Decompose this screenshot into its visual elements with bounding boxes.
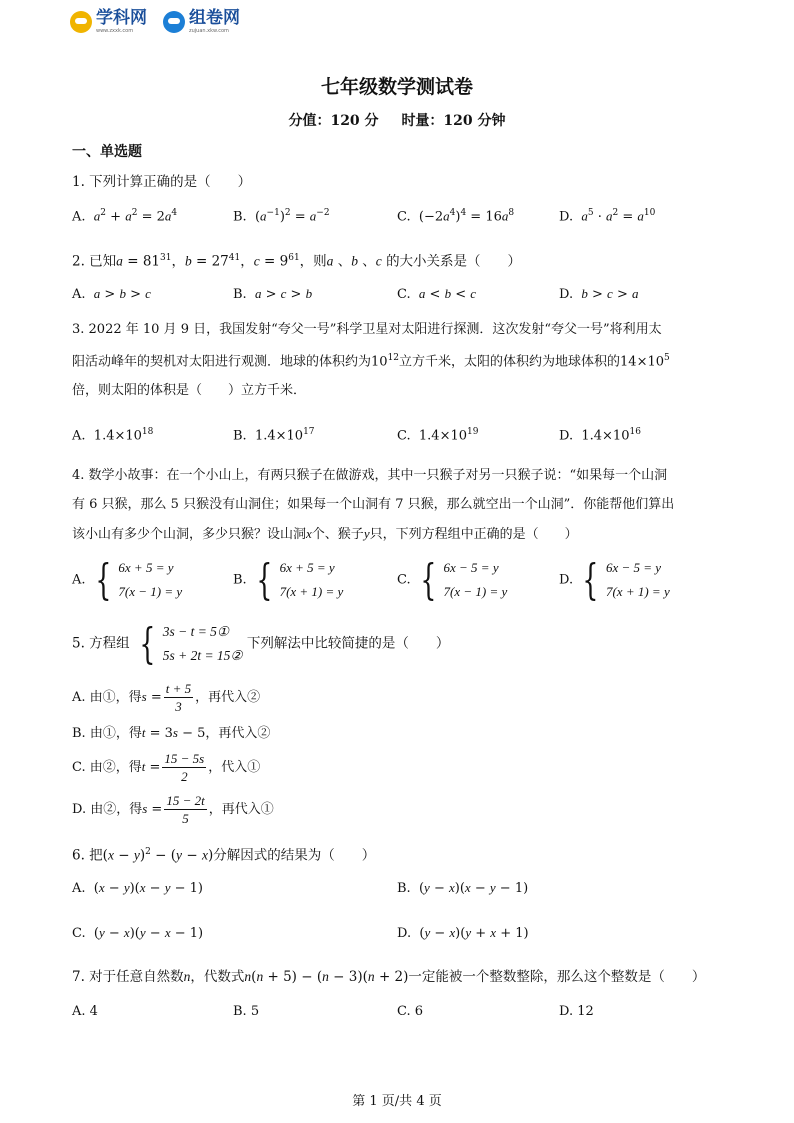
question-7: 7. 对于任意自然数n，代数式n(n + 5) − (n − 3)(n + 2)一定能被一个整数整除，那么这个整数是（ ） [72,969,706,985]
q5-option-c: C. 由②，得t = $\frac{15 - 5s}{2}$ ，代入① [72,751,261,784]
q4-option-a: A. { 6x + 5 = y 7(x − 1) = y [72,555,183,604]
question-5: 5. 方程组 { 3s − t = 5① 5s + 2t = 15② 下列解法中比较简捷的是（ ） [72,619,450,668]
q2-option-a: A. a > b > c [72,286,151,302]
page-title: 七年级数学测试卷 [320,76,473,98]
page-footer: 第 1 页/共 4 页 [352,1094,442,1109]
q5-option-d: D. 由②，得s = $\frac{15 - 2t}{5}$ ，再代入① [72,793,274,826]
q3-option-c: C. $1.4\times 10^{19}$ [397,427,479,444]
q4-option-c: C. { 6x − 5 = y 7(x − 1) = y [397,555,508,604]
q6-option-c: C. (y − x)(y − x − 1) [72,925,204,941]
q1-stem: 1. 下列计算正确的是（ ） [72,174,252,190]
q5-option-b: B. 由①，得t = 3s − 5，再代入② [72,725,271,741]
page-subtitle [0,110,794,130]
question-2: 2. 已知$a = 81^{31}$，$b = 27^{41}$，$c = 9^{61}$，则a 、b 、c 的大小关系是（ ） [72,253,522,270]
q4-option-d: D. { 6x − 5 = y 7(x + 1) = y [559,555,670,604]
question-3: 3. 2022 年 10 月 9 日，我国发射“夸父一号”科学卫星对太阳进行探测．这次发射“夸父一号”将利用太 阳活动峰年的契机对太阳进行观测．地球的体积约为$10^{12}$立方千米，太阳的体积约为地球体积的$14\times 10^5$ 倍，则太阳的体积是（ ）立方千米． [72,322,670,399]
question-4: 4. 数学小故事：在一个小山上，有两只猴子在做游戏，其中一只猴子对另一只猴子说：“如果每一个山洞 有 6 只猴，那么 5 只猴没有山洞住；如果每一个山洞有 7 只猴，那么就空出一个山洞”．你能帮他们算出 该小山有多少个山洞，多少只猴？设山洞x个、猴子y只，下列方程组中正确的是（ ） [72,468,675,542]
q7-option-c: C. 6 [397,1004,424,1019]
question-1 [72,168,722,197]
score-info: 分值：120 分 [288,113,379,129]
logo1-name: 学科网 [96,8,147,28]
logo-zujuanwang [163,10,240,34]
q5-option-a: A. 由①，得s = $\frac{t + 5}{3}$ ，再代入② [72,681,261,714]
logo2-url: zujuan.xkw.com [189,28,229,34]
zujuanwang-logo-icon [163,11,185,33]
q7-option-a: A. 4 [72,1004,98,1019]
header-logos [70,10,240,34]
q6-option-d: D. (y − x)(y + x + 1) [397,925,529,941]
logo-xuekewang [70,10,147,34]
q3-option-b: B. $1.4\times 10^{17}$ [233,427,315,444]
q7-option-d: D. 12 [559,1004,594,1019]
q3-option-d: D. $1.4\times 10^{16}$ [559,427,641,444]
section-heading: 一、单选题 [72,144,142,160]
q1-option-a: A. $a^2 + a^2 = 2a^4$ [72,208,178,225]
q1-option-c: C. $(-2a^4)^4 = 16a^8$ [397,208,515,225]
q6-option-b: B. (y − x)(x − y − 1) [397,880,529,896]
question-6: 6. 把$(x - y)^2 - (y - x)$分解因式的结果为（ ） [72,847,376,864]
xuekewang-logo-icon [70,11,92,33]
q1-option-b: B. $(a^{-1})^2 = a^{-2}$ [233,208,330,225]
q7-option-b: B. 5 [233,1004,260,1019]
logo1-url: www.zxxk.com [96,28,134,34]
q1-option-d: D. $a^5 \cdot a^2 = a^{10}$ [559,208,656,225]
q3-option-a: A. $1.4\times 10^{18}$ [72,427,154,444]
time-info: 时量：120 分钟 [401,113,506,129]
q4-option-b: B. { 6x + 5 = y 7(x + 1) = y [233,555,344,604]
q6-option-a: A. (x − y)(x − y − 1) [72,880,203,896]
logo2-name: 组卷网 [189,8,240,28]
q2-option-d: D. b > c > a [559,286,639,302]
q2-option-c: C. a < b < c [397,286,477,302]
q2-option-b: B. a > c > b [233,286,313,302]
